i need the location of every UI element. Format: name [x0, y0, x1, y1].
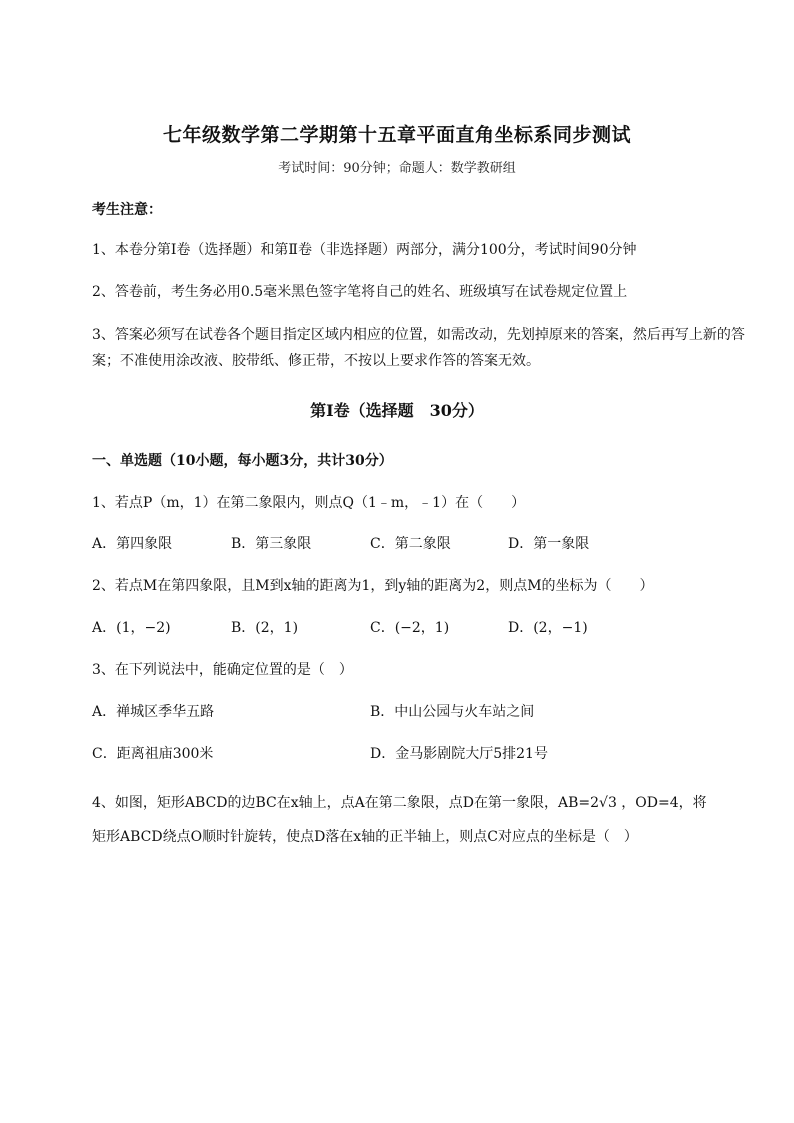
notice-item: 2、答卷前，考生务必用0.5毫米黑色签字笔将自己的姓名、班级填写在试卷规定位置上: [92, 284, 628, 300]
question-stem-continued: 矩形ABCD绕点O顺时针旋转，使点D落在x轴的正半轴上，则点C对应点的坐标是（ ）: [92, 829, 638, 845]
exam-info: 考试时间：90分钟；命题人：数学教研组: [278, 161, 516, 176]
page-title: 七年级数学第二学期第十五章平面直角坐标系同步测试: [162, 124, 631, 146]
question-stem: 3、在下列说法中，能确定位置的是（ ）: [92, 662, 353, 678]
option-b: B．中山公园与火车站之间: [370, 704, 535, 720]
question-stem: 2、若点M在第四象限，且M到x轴的距离为1，到y轴的距离为2，则点M的坐标为（ ）: [92, 578, 654, 594]
notice-item: 3、答案必须写在试卷各个题目指定区域内相应的位置，如需改动，先划掉原来的答案，然后再写上新的答案；不准使用涂改液、胶带纸、修正带，不按以上要求作答的答案无效。: [92, 327, 745, 369]
option-a: A．第四象限: [92, 536, 173, 552]
question-stem: 4、如图，矩形ABCD的边BC在x轴上，点A在第二象限，点D在第一象限，AB=2√3 ，OD=4，将: [92, 795, 707, 811]
option-d: D．第一象限: [508, 536, 590, 552]
option-b: B．第三象限: [231, 536, 312, 552]
option-a: A．(1，−2): [92, 620, 171, 636]
option-b: B．(2，1): [231, 620, 299, 636]
option-c: C．(−2，1): [370, 620, 450, 636]
question-stem: 1、若点P（m，1）在第二象限内，则点Q（1﹣m，﹣1）在（ ）: [92, 495, 526, 511]
option-c: C．第二象限: [370, 536, 451, 552]
section-title: 第I卷（选择题 30分）: [310, 401, 484, 420]
notice-heading: 考生注意：: [92, 202, 162, 218]
option-a: A．禅城区季华五路: [92, 704, 215, 720]
option-d: D．(2，−1): [508, 620, 588, 636]
part-heading: 一、单选题（10小题，每小题3分，共计30分）: [92, 453, 393, 469]
notice-item: 1、本卷分第I卷（选择题）和第Ⅱ卷（非选择题）两部分，满分100分，考试时间90分钟: [92, 242, 637, 258]
option-c: C．距离祖庙300米: [92, 746, 214, 762]
option-d: D．金马影剧院大厅5排21号: [370, 746, 548, 762]
